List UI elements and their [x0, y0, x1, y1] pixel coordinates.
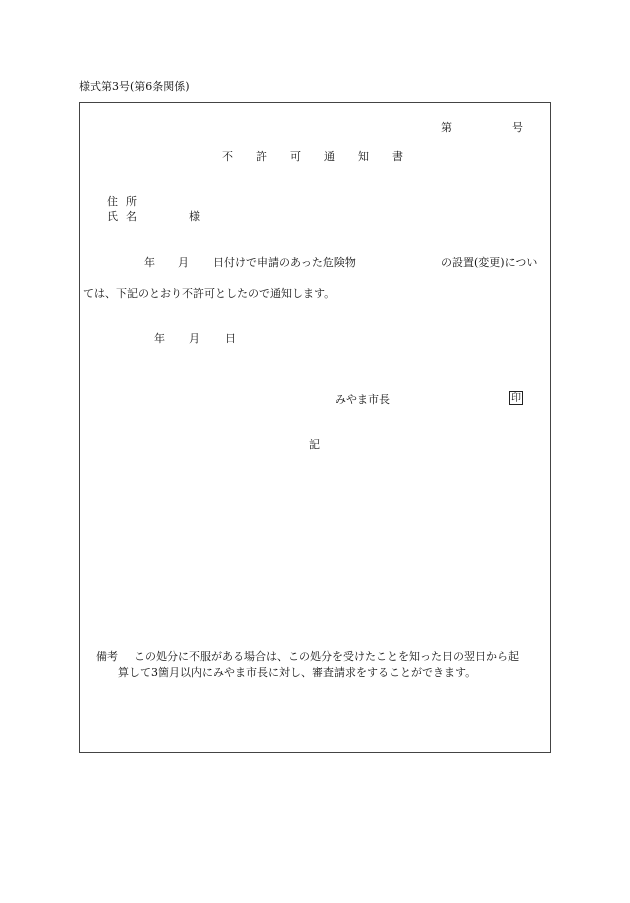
- title-char: 通: [324, 150, 335, 163]
- title-char: 許: [256, 150, 267, 163]
- honorific-label: 様: [189, 210, 200, 223]
- title-char: 可: [290, 150, 301, 163]
- remarks-title: 備考: [96, 650, 118, 663]
- document-number-prefix: 第: [441, 121, 452, 134]
- issue-year-label: 年: [154, 332, 165, 345]
- document-number-suffix: 号: [512, 121, 523, 134]
- form-label: 様式第3号(第6条関係): [79, 80, 190, 93]
- issue-month-label: 月: [189, 332, 200, 345]
- application-month-label: 月: [178, 256, 189, 269]
- body-text-line2: ては、下記のとおり不許可としたので通知します。: [83, 287, 336, 300]
- title-char: 書: [392, 150, 403, 163]
- remarks-line2: 算して3箇月以内にみやま市長に対し、審査請求をすることができます。: [118, 666, 477, 679]
- address-label: 住所: [107, 195, 145, 208]
- title-char: 知: [358, 150, 369, 163]
- document-title: [222, 151, 426, 162]
- body-text-part1: 日付けで申請のあった危険物: [213, 256, 356, 269]
- remarks-line1: この処分に不服がある場合は、この処分を受けたことを知った日の翌日から起: [134, 650, 519, 663]
- ki-heading: 記: [309, 438, 320, 451]
- issuer-name: みやま市長: [335, 393, 390, 406]
- seal-stamp: 印: [511, 393, 521, 404]
- title-char: 不: [222, 150, 233, 163]
- body-text-part2: の設置(変更)につい: [441, 256, 538, 269]
- issue-day-label: 日: [225, 332, 236, 345]
- application-year-label: 年: [144, 256, 155, 269]
- name-label: 氏名: [107, 210, 145, 223]
